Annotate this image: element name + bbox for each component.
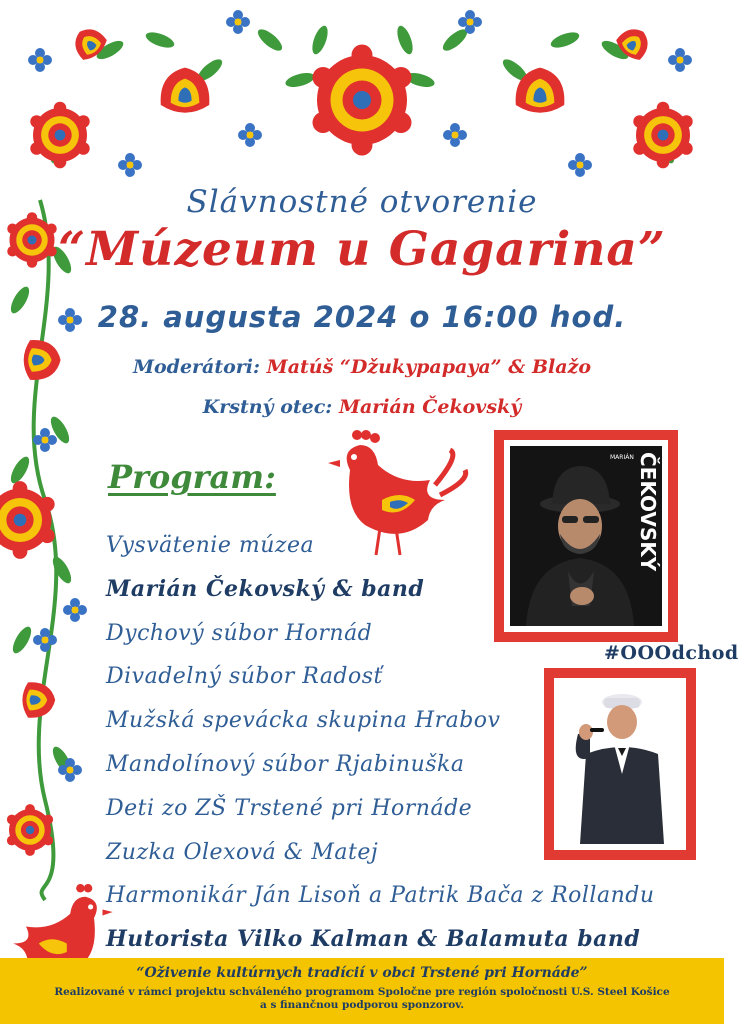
program-item: Harmonikár Ján Lisoň a Patrik Bača z Rollandu (106, 883, 655, 909)
program-item: Marián Čekovský & band (106, 575, 425, 602)
moderators-line (0, 356, 724, 378)
hashtag: #OOOdchod (604, 642, 739, 664)
event-date: 28. augusta 2024 o 16:00 hod. (97, 300, 627, 334)
program-item: Dychový súbor Hornád (106, 620, 373, 646)
performer-photo-stamp (494, 430, 678, 642)
performer-photo (510, 446, 662, 626)
program-heading: Program: (108, 458, 276, 496)
performer-name-small: MARIÁN (610, 454, 634, 461)
program-item: Zuzka Olexová & Matej (106, 839, 379, 865)
event-intro: Slávnostné otvorenie (186, 184, 538, 220)
program-item: Vysvätenie múzea (106, 533, 315, 558)
program-item: Divadelný súbor Radosť (106, 664, 383, 690)
footer-line-3: a s finančnou podporou sponzorov. (259, 999, 464, 1011)
program-item: Mandolínový súbor Rjabinuška (106, 751, 465, 777)
moderators-label: Moderátori: (132, 356, 261, 378)
program-item: Hutorista Vilko Kalman & Balamuta band (106, 926, 641, 953)
singer-photo-stamp (544, 668, 696, 860)
footer-line-2: Realizované v rámci projektu schváleného programom Spoločne pre región spoločnosti U.S. Steel Košice (54, 986, 670, 998)
performer-name-vertical: ČEKOVSKÝ (636, 452, 660, 572)
godfather-line (0, 396, 724, 418)
footer-banner (0, 958, 724, 1024)
singer-photo (560, 684, 680, 844)
godfather-label: Krstný otec: (202, 396, 333, 418)
program-item: Mužská spevácka skupina Hrabov (106, 708, 501, 734)
footer-quote: “Oživenie kultúrnych tradícií v obci Trstené pri Hornáde” (136, 965, 588, 981)
program-item: Deti zo ZŠ Trstené pri Hornáde (106, 795, 473, 821)
godfather-value: Marián Čekovský (338, 396, 522, 418)
moderators-value: Matúš “Džukypapaya” & Blažo (266, 356, 592, 378)
event-title: “Múzeum u Gagarina” (58, 222, 666, 277)
